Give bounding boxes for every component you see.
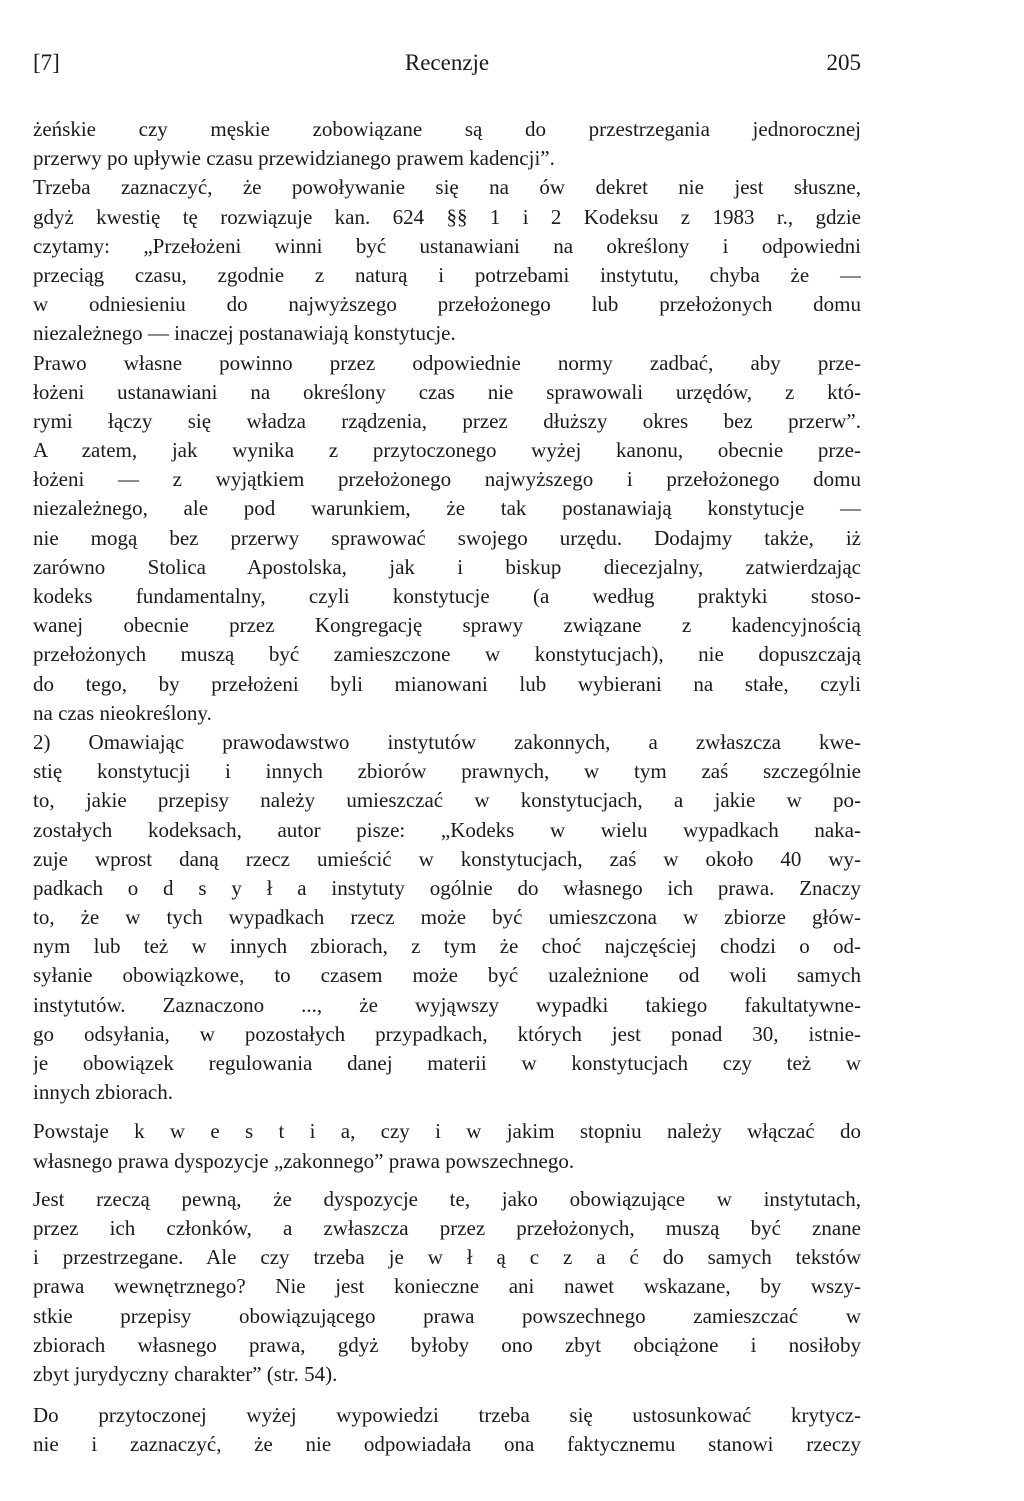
text-line: nie i zaznaczyć, że nie odpowiadała ona faktycznemu stanowi rzeczy xyxy=(33,1432,861,1457)
text-line: własnego prawa dyspozycje „zakonnego” prawa powszechnego. xyxy=(33,1148,575,1173)
text-line: instytutów. Zaznaczono ..., że wyjąwszy wypadki takiego fakultatywne- xyxy=(33,992,861,1017)
body-text xyxy=(33,115,861,1459)
text-line: go odsyłania, w pozostałych przypadkach, których jest ponad 30, istnie- xyxy=(33,1021,861,1046)
text-line: zuje wprost daną rzecz umieścić w konstytucjach, zaś w około 40 wy- xyxy=(33,846,861,871)
text-line: łożeni ustanawiani na określony czas nie sprawowali urzędów, z któ- xyxy=(33,379,861,404)
text-line: zbyt jurydyczny charakter” (str. 54). xyxy=(33,1361,338,1386)
text-line: Do przytoczonej wyżej wypowiedzi trzeba się ustosunkować krytycz- xyxy=(33,1403,861,1428)
text-line: przełożonych muszą być zamieszczone w konstytucjach), nie dopuszczają xyxy=(33,642,861,667)
text-line: i przestrzegane. Ale czy trzeba je w ł ą c z a ć do samych tekstów xyxy=(33,1245,861,1270)
text-line: to, jakie przepisy należy umieszczać w konstytucjach, a jakie w po- xyxy=(33,788,861,813)
text-line: rymi łączy się władza rządzenia, przez dłuższy okres bez przerw”. xyxy=(33,408,861,433)
text-line: stię konstytucji i innych zbiorów prawnych, w tym zaś szczególnie xyxy=(33,759,861,784)
text-line: przez ich członków, a zwłaszcza przez przełożonych, muszą być znane xyxy=(33,1215,861,1240)
text-line: zarówno Stolica Apostolska, jak i biskup diecezjalny, zatwierdzając xyxy=(33,554,861,579)
text-line: niezależnego, ale pod warunkiem, że tak postanawiają konstytucje — xyxy=(33,496,861,521)
text-line: Jest rzeczą pewną, że dyspozycje te, jako obowiązujące w instytutach, xyxy=(33,1186,861,1211)
text-line: A zatem, jak wynika z przytoczonego wyżej kanonu, obecnie prze- xyxy=(33,438,861,463)
text-line: Prawo własne powinno przez odpowiednie normy zadbać, aby prze- xyxy=(33,350,861,375)
text-line: 2) Omawiając prawodawstwo instytutów zakonnych, a zwłaszcza kwe- xyxy=(33,729,861,754)
text-line: przerwy po upływie czasu przewidzianego prawem kadencji”. xyxy=(33,146,555,171)
running-title: Recenzje xyxy=(404,50,490,75)
text-line: czytamy: „Przełożeni winni być ustanawiani na określony i odpowiedni xyxy=(33,233,861,258)
text-line: na czas nieokreślony. xyxy=(33,700,212,725)
text-line: stkie przepisy obowiązującego prawa powszechnego zamieszczać w xyxy=(33,1303,861,1328)
text-line: wanej obecnie przez Kongregację sprawy związane z kadencyjnością xyxy=(33,613,861,638)
section-number: [7] xyxy=(33,50,60,75)
text-line: Trzeba zaznaczyć, że powoływanie się na ów dekret nie jest słuszne, xyxy=(33,175,861,200)
text-line: żeńskie czy męskie zobowiązane są do przestrzegania jednorocznej xyxy=(33,117,861,141)
running-head xyxy=(33,47,861,79)
text-line: przeciąg czasu, zgodnie z naturą i potrzebami instytutu, chyba że — xyxy=(33,262,861,287)
text-line: Powstaje k w e s t i a, czy i w jakim stopniu należy włączać do xyxy=(33,1119,861,1144)
page-number: 205 xyxy=(826,50,861,75)
text-line: syłanie obowiązkowe, to czasem może być uzależnione od woli samych xyxy=(33,963,861,988)
text-line: łożeni — z wyjątkiem przełożonego najwyższego i przełożonego domu xyxy=(33,467,861,492)
text-line: nym lub też w innych zbiorach, z tym że choć najczęściej chodzi o od- xyxy=(33,934,861,959)
text-line: to, że w tych wypadkach rzecz może być umieszczona w zbiorze głów- xyxy=(33,905,861,930)
text-line: do tego, by przełożeni byli mianowani lub wybierani na stałe, czyli xyxy=(33,671,861,696)
text-line: nie mogą bez przerwy sprawować swojego urzędu. Dodajmy także, iż xyxy=(33,525,861,550)
text-line: zbiorach własnego prawa, gdyż byłoby ono zbyt obciążone i nosiłoby xyxy=(33,1332,861,1357)
text-line: kodeks fundamentalny, czyli konstytucje (a według praktyki stoso- xyxy=(33,584,861,608)
text-line: zostałych kodeksach, autor pisze: „Kodeks w wielu wypadkach naka- xyxy=(33,817,861,842)
text-line: w odniesieniu do najwyższego przełożonego lub przełożonych domu xyxy=(33,292,861,317)
text-line: je obowiązek regulowania danej materii w konstytucjach czy też w xyxy=(33,1051,861,1075)
text-line: niezależnego — inaczej postanawiają konstytucje. xyxy=(33,321,456,346)
text-line: innych zbiorach. xyxy=(33,1080,173,1105)
text-line: padkach o d s y ł a instytuty ogólnie do własnego ich prawa. Znaczy xyxy=(33,875,861,900)
text-line: prawa wewnętrznego? Nie jest konieczne ani nawet wskazane, by wszy- xyxy=(33,1274,861,1299)
text-line: gdyż kwestię tę rozwiązuje kan. 624 §§ 1 i 2 Kodeksu z 1983 r., gdzie xyxy=(33,204,861,229)
